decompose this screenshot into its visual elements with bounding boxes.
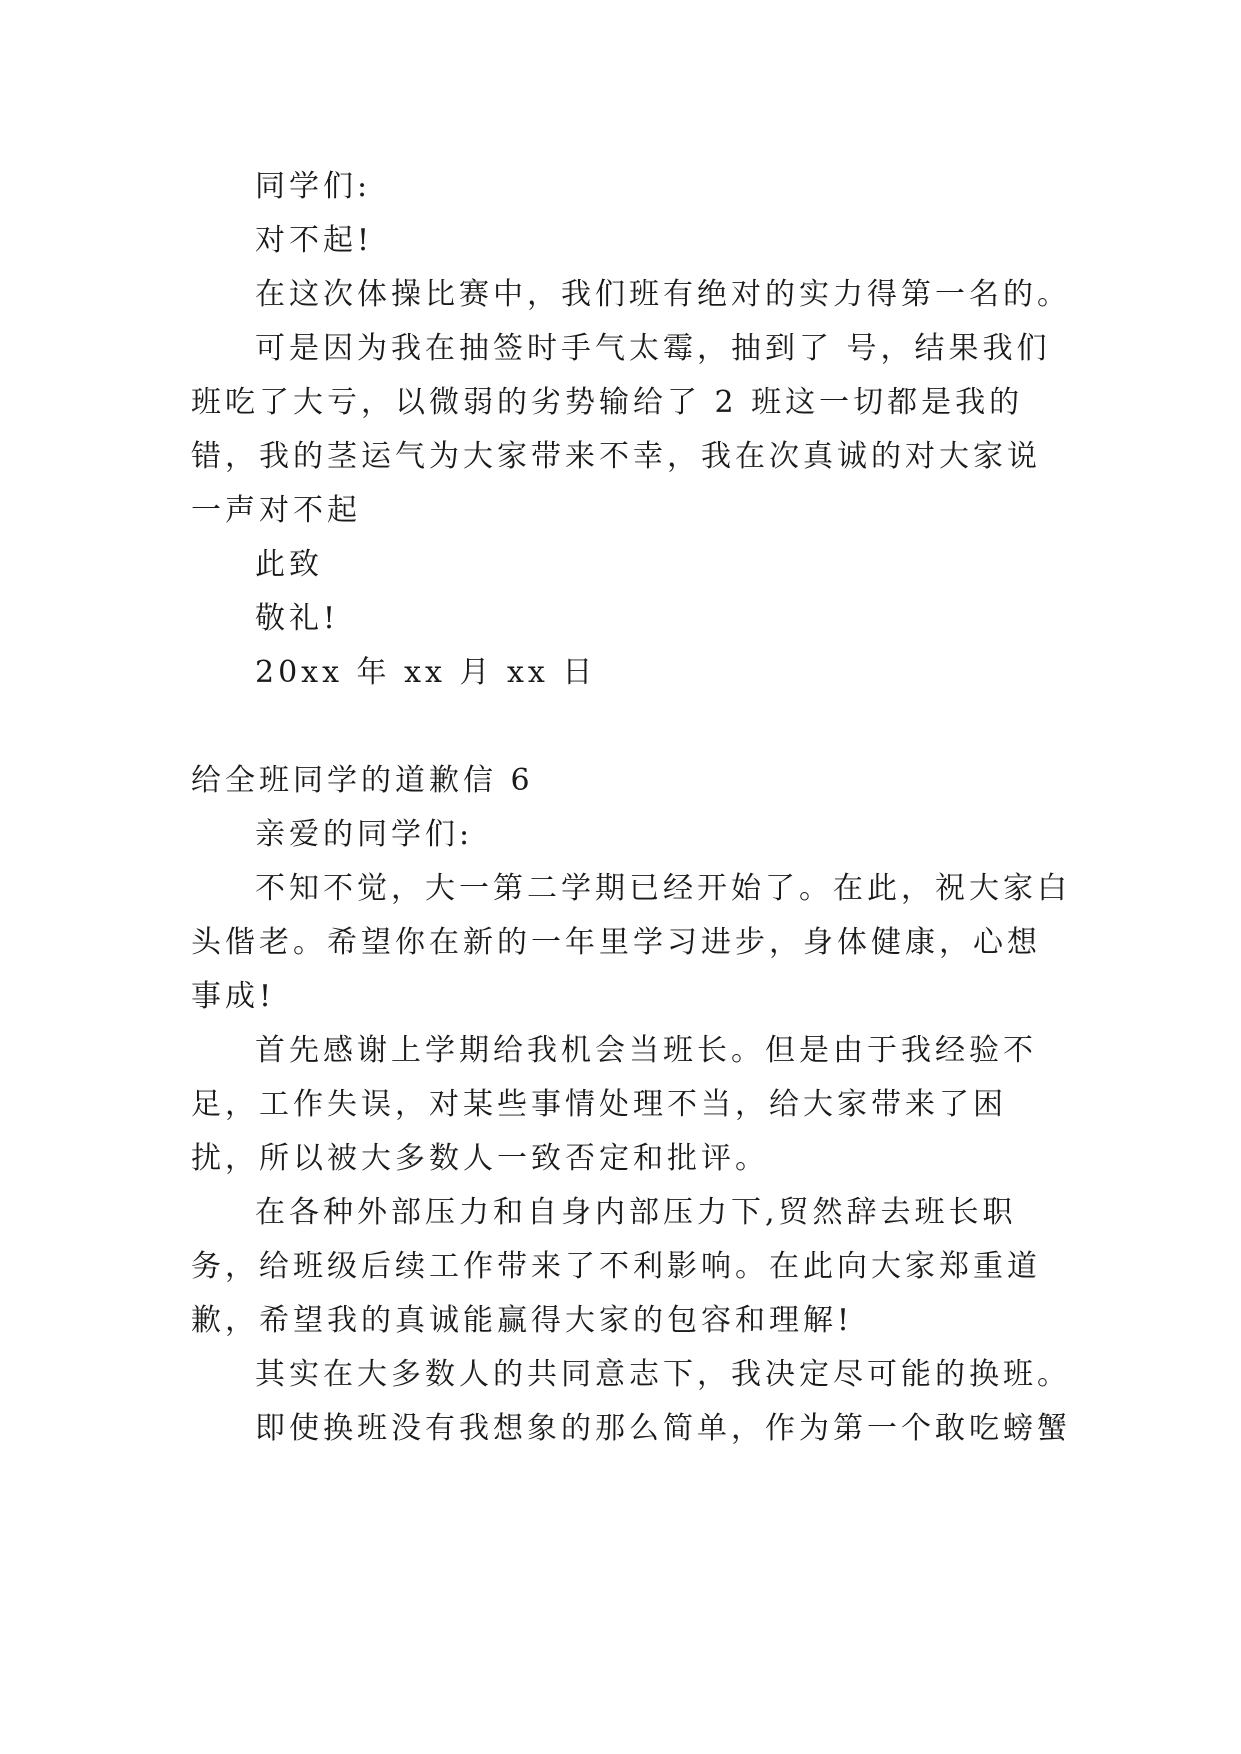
letter1-salutation: 同学们: <box>255 169 372 204</box>
letter2-paragraph-1: 不知不觉，大一第二学期已经开始了。在此，祝大家白头偕老。希望你在新的一年里学习进步，身体健康，心想事成! <box>191 871 1071 1014</box>
letter2-paragraph-4: 其实在大多数人的共同意志下，我决定尽可能的换班。 <box>255 1357 1071 1392</box>
letter1-paragraph-1: 在这次体操比赛中，我们班有绝对的实力得第一名的。 <box>255 277 1071 312</box>
letter1-apology: 对不起! <box>255 223 374 258</box>
letter2-title: 给全班同学的道歉信 6 <box>191 763 534 798</box>
letter1-paragraph-2: 可是因为我在抽签时手气太霉，抽到了 号，结果我们班吃了大亏，以微弱的劣势输给了 2 班这一切都是我的错，我的茎运气为大家带来不幸，我在次真诚的对大家说一声对不起 <box>191 331 1051 528</box>
letter2-paragraph-5: 即使换班没有我想象的那么简单，作为第一个敢吃螃蟹 <box>255 1411 1071 1446</box>
letter1-closing-2: 敬礼! <box>255 601 340 636</box>
letter2-paragraph-2: 首先感谢上学期给我机会当班长。但是由于我经验不足，工作失误，对某些事情处理不当，给大家带来了困扰，所以被大多数人一致否定和批评。 <box>191 1033 1037 1176</box>
letter1-closing-1: 此致 <box>255 547 323 582</box>
letter2-salutation: 亲爱的同学们: <box>255 817 474 852</box>
letter1-date: 20xx 年 xx 月 xx 日 <box>255 655 597 690</box>
document-body <box>191 160 1071 1456</box>
letter2-paragraph-3: 在各种外部压力和自身内部压力下,贸然辞去班长职务，给班级后续工作带来了不利影响。在此向大家郑重道歉，希望我的真诚能赢得大家的包容和理解! <box>191 1195 1041 1338</box>
